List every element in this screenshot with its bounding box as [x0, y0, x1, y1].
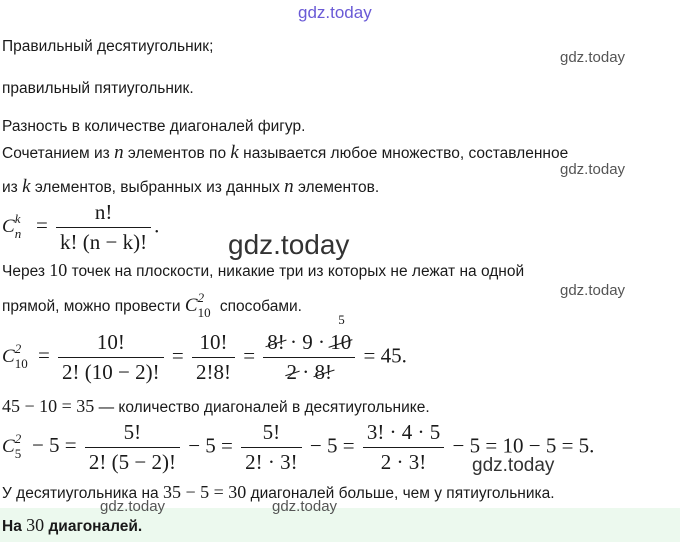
denominator: 2 · 3! — [363, 447, 444, 475]
fraction — [363, 420, 444, 475]
text: прямой, можно провести — [2, 298, 181, 315]
line-diagonals-decagon — [2, 396, 430, 417]
text: диагоналей больше, чем у пятиугольника. — [250, 485, 555, 502]
line-decagon: Правильный десятиугольник; — [2, 38, 214, 55]
text: диагоналей. — [48, 518, 143, 535]
text: У десятиугольника на — [2, 485, 159, 502]
text: способами. — [219, 298, 302, 315]
term: · — [302, 360, 310, 384]
number: 30 — [26, 515, 45, 535]
watermark: gdz.today — [472, 455, 555, 476]
c-symbol-inline: C 2 10 — [184, 290, 211, 320]
var-k: k — [230, 142, 239, 163]
watermark: gdz.today — [100, 498, 166, 515]
line-points-1 — [2, 260, 524, 281]
var-n: n — [114, 142, 124, 163]
text: Через — [2, 263, 45, 280]
numerator: 3! · 4 · 5 — [366, 420, 441, 444]
fraction — [85, 420, 180, 475]
result: − 5 = 10 − 5 = 5. — [452, 433, 595, 458]
equation: 45 − 10 = 35 — [2, 396, 95, 416]
watermark: gdz.today — [560, 49, 626, 66]
text: На — [2, 518, 22, 535]
equals: = — [37, 343, 50, 368]
line-definition-2 — [2, 176, 379, 198]
denominator: 2! (10 − 2)! — [58, 357, 164, 385]
numerator — [263, 312, 355, 357]
operator: − 5 = — [188, 433, 233, 458]
text: из — [2, 179, 18, 196]
text: элементов, выбранных из данных — [34, 179, 280, 196]
result: = 45. — [363, 343, 407, 368]
fraction — [241, 420, 301, 475]
numerator: 10! — [96, 330, 125, 354]
formula-c10-2 — [2, 312, 407, 385]
text: называется любое множество, составленное — [243, 145, 569, 162]
operator: − 5 = — [309, 433, 355, 458]
text: элементов по — [127, 145, 227, 162]
denominator: 2! · 3! — [241, 447, 301, 475]
numerator: 5! — [262, 420, 281, 444]
equals: = — [35, 213, 48, 238]
var-k: k — [22, 176, 31, 197]
number: 10 — [49, 260, 68, 280]
line-definition-1 — [2, 142, 568, 164]
denominator: 2!8! — [192, 357, 235, 385]
watermark: gdz.today — [272, 498, 338, 515]
denominator: k! (n − k)! — [56, 227, 151, 255]
text: элементов. — [297, 179, 380, 196]
numerator: 5! — [123, 420, 142, 444]
fraction — [58, 330, 164, 385]
operator: − 5 = — [31, 433, 77, 458]
line-pentagon: правильный пятиугольник. — [2, 80, 194, 97]
equals: = — [171, 343, 184, 368]
watermark: gdz.today — [560, 282, 626, 299]
c-symbol: C 2 10 — [2, 341, 28, 372]
numerator: n! — [94, 200, 113, 224]
period: . — [154, 213, 160, 238]
denominator — [263, 357, 355, 385]
answer-line — [2, 515, 142, 536]
term: · 9 · — [290, 330, 326, 354]
fraction — [192, 330, 235, 385]
fraction — [56, 200, 151, 255]
line-final — [2, 482, 555, 503]
c-symbol: C k n — [2, 211, 22, 242]
text: — количество диагоналей в десятиугольнике. — [98, 399, 430, 416]
cancelled-term: 2 — [286, 360, 298, 384]
formula-combinations — [2, 200, 159, 255]
text: точек на плоскости, никакие три из которых не лежат на одной — [71, 263, 525, 280]
cancelled-term: 8! — [267, 330, 285, 354]
watermark-top: gdz.today — [298, 3, 372, 22]
formula-c5-2 — [2, 420, 594, 475]
equation: 35 − 5 = 30 — [162, 482, 247, 502]
cancelled-term: 8! — [314, 360, 333, 384]
line-points-2 — [2, 290, 302, 320]
equals: = — [243, 343, 256, 368]
cancelled-term: 10 5 — [330, 312, 352, 354]
watermark-large: gdz.today — [228, 229, 350, 260]
cancel-note: 5 — [338, 312, 345, 327]
numerator: 10! — [199, 330, 228, 354]
line-difference: Разность в количестве диагоналей фигур. — [2, 118, 306, 135]
text: Сочетанием из — [2, 145, 110, 162]
denominator: 2! (5 − 2)! — [85, 447, 180, 475]
var-n: n — [284, 176, 294, 197]
c-symbol: C 2 5 — [2, 431, 22, 462]
fraction-cancelled — [263, 312, 355, 385]
watermark: gdz.today — [560, 161, 626, 178]
